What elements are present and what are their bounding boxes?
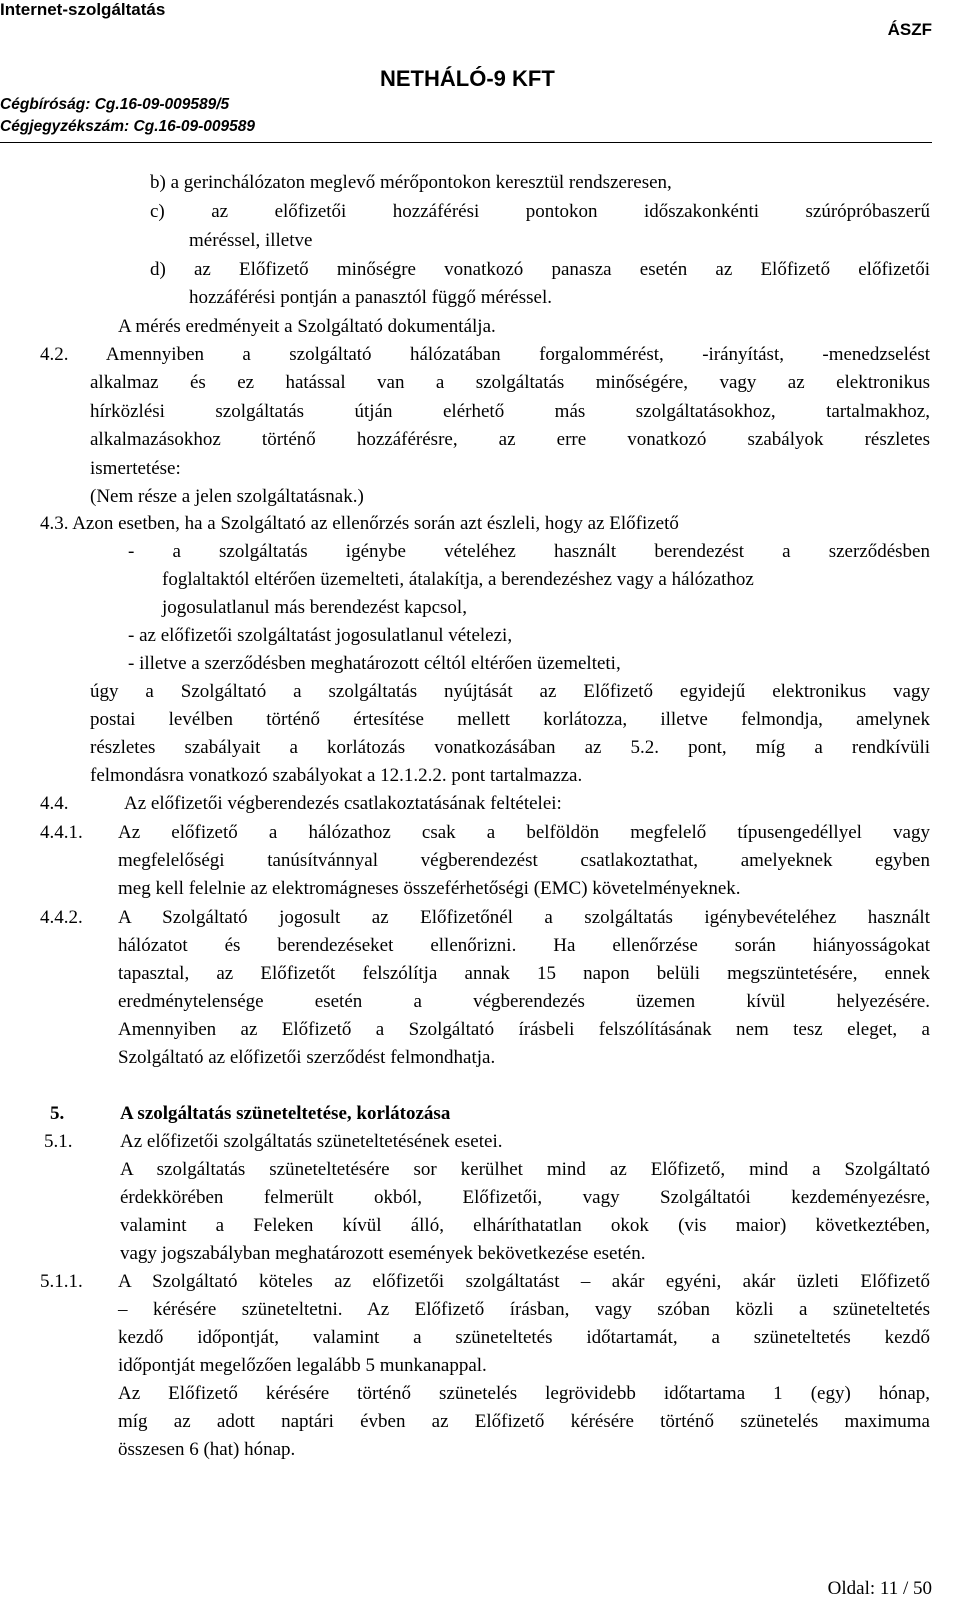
- bullet-item: - az előfizetői szolgáltatást jogosulatlanul vételezi,: [128, 625, 513, 646]
- paragraph-line: meg kell felelnie az elektromágneses összeférhetőségi (EMC) követelményeknek.: [118, 878, 741, 899]
- paragraph-line: kezdő időpontját, valamint a szüneteltetés időtartamát, a szüneteltetés kezdő: [118, 1327, 930, 1348]
- paragraph-line: hírközlési szolgáltatás útján elérhető más szolgáltatásokhoz, tartalmakhoz,: [90, 401, 930, 422]
- paragraph-line: (Nem része a jelen szolgáltatásnak.): [90, 486, 364, 507]
- paragraph-line: vagy jogszabályban meghatározott események bekövetkezése esetén.: [120, 1243, 646, 1264]
- header-divider: [0, 142, 932, 143]
- list-item-b: b) a gerinchálózaton meglevő mérőpontokon keresztül rendszeresen,: [150, 172, 672, 193]
- bullet-item: - illetve a szerződésben meghatározott céltól eltérően üzemelteti,: [128, 653, 621, 674]
- paragraph-line: alkalmaz és ez hatással van a szolgáltatás minőségére, vagy az elektronikus: [90, 372, 930, 393]
- section-4-4-title: Az előfizetői végberendezés csatlakoztatásának feltételei:: [124, 793, 562, 814]
- paragraph-line: A Szolgáltató köteles az előfizetői szolgáltatást – akár egyéni, akár üzleti Előfizető: [118, 1271, 930, 1292]
- paragraph-line: eredménytelensége esetén a végberendezés üzemen kívül helyezésére.: [118, 991, 930, 1012]
- list-item-c: c) az előfizetői hozzáférési pontokon időszakonkénti szúrópróbaszerű: [150, 201, 930, 222]
- paragraph-line: összesen 6 (hat) hónap.: [118, 1439, 296, 1460]
- list-item-d: d) az Előfizető minőségre vonatkozó panasza esetén az Előfizető előfizetői: [150, 259, 930, 280]
- paragraph-line: Szolgáltató az előfizetői szerződést felmondhatja.: [118, 1047, 496, 1068]
- paragraph-line: valamint a Feleken kívül álló, elháríthatatlan okok (vis maior) következtében,: [120, 1215, 930, 1236]
- paragraph-line: míg az adott naptári évben az Előfizető kérésére történő szünetelés maximuma: [118, 1411, 930, 1432]
- section-number: 4.4.1.: [40, 822, 83, 843]
- paragraph-line: megfelelőségi tanúsítvánnyal végberendezést csatlakoztathat, amelyeknek egyben: [118, 850, 930, 871]
- header-company-name: NETHÁLÓ-9 KFT: [380, 66, 555, 91]
- list-item-c-cont: méréssel, illetve: [189, 230, 313, 251]
- paragraph-line: Az Előfizető kérésére történő szünetelés legrövidebb időtartama 1 (egy) hónap,: [118, 1383, 930, 1404]
- paragraph-line: időpontját megelőzően legalább 5 munkanappal.: [118, 1355, 487, 1376]
- section-4-3-heading-line: 4.3. Azon esetben, ha a Szolgáltató az ellenőrzés során azt észleli, hogy az Előfizető: [40, 513, 679, 534]
- section-number: 5.1.1.: [40, 1271, 83, 1292]
- header-court-registration: Cégbíróság: Cg.16-09-009589/5: [0, 96, 230, 113]
- paragraph-line: Az előfizető a hálózathoz csak a belföldön megfelelő típusengedéllyel vagy: [118, 822, 930, 843]
- paragraph-line: úgy a Szolgáltató a szolgáltatás nyújtását az Előfizető egyidejű elektronikus vagy: [90, 681, 930, 702]
- paragraph-line: tapasztal, az Előfizetőt felszólítja annak 15 napon belüli megszüntetésére, ennek: [118, 963, 930, 984]
- header-company-reg-number: Cégjegyzékszám: Cg.16-09-009589: [0, 118, 256, 135]
- paragraph-line: – kérésére szüneteltetni. Az Előfizető írásban, vagy szóban közli a szüneteltetés: [118, 1299, 930, 1320]
- list-item-d-cont: hozzáférési pontján a panasztól függő méréssel.: [189, 287, 552, 308]
- bullet-item: - a szolgáltatás igénybe vételéhez használt berendezést a szerződésben: [128, 541, 930, 562]
- section-number: 5.1.: [44, 1131, 73, 1152]
- bullet-item-cont: jogosulatlanul más berendezést kapcsol,: [162, 597, 467, 618]
- header-service-title: Internet-szolgáltatás: [0, 0, 166, 19]
- paragraph-line: alkalmazásokhoz történő hozzáférésre, az erre vonatkozó szabályok részletes: [90, 429, 930, 450]
- paragraph-line: A mérés eredményeit a Szolgáltató dokumentálja.: [118, 316, 496, 337]
- paragraph-line: felmondásra vonatkozó szabályokat a 12.1.2.2. pont tartalmazza.: [90, 765, 583, 786]
- section-4-2-heading-line: 4.2. Amennyiben a szolgáltató hálózatában forgalommérést, -irányítást, -menedzselést: [40, 344, 930, 365]
- bullet-item-cont: foglaltaktól eltérően üzemelteti, átalakítja, a berendezéshez vagy a hálózathoz: [162, 569, 754, 590]
- section-5-1-title: Az előfizetői szolgáltatás szüneteltetésének esetei.: [120, 1131, 503, 1152]
- paragraph-line: postai levélben történő értesítése mellett korlátozza, illetve felmondja, amelynek: [90, 709, 930, 730]
- paragraph-line: ismertetése:: [90, 458, 181, 479]
- chapter-5-title: A szolgáltatás szüneteltetése, korlátozása: [120, 1103, 451, 1124]
- section-number: 4.4.2.: [40, 907, 83, 928]
- paragraph-line: hálózatot és berendezéseket ellenőrizni. Ha ellenőrzése során hiányosságokat: [118, 935, 930, 956]
- chapter-number: 5.: [50, 1103, 65, 1124]
- paragraph-line: érdekkörében felmerült okból, Előfizetői, vagy Szolgáltatói kezdeményezésre,: [120, 1187, 930, 1208]
- paragraph-line: részletes szabályait a korlátozás vonatkozásában az 5.2. pont, míg a rendkívüli: [90, 737, 930, 758]
- paragraph-line: Amennyiben az Előfizető a Szolgáltató írásbeli felszólításának nem tesz eleget, a: [118, 1019, 930, 1040]
- paragraph-line: A Szolgáltató jogosult az Előfizetőnél a szolgáltatás igénybevételéhez használt: [118, 907, 930, 928]
- section-number: 4.4.: [40, 793, 69, 814]
- paragraph-line: A szolgáltatás szüneteltetésére sor kerülhet mind az Előfizető, mind a Szolgáltató: [120, 1159, 930, 1180]
- header-doc-label: ÁSZF: [887, 20, 932, 39]
- page-number: Oldal: 11 / 50: [827, 1578, 932, 1599]
